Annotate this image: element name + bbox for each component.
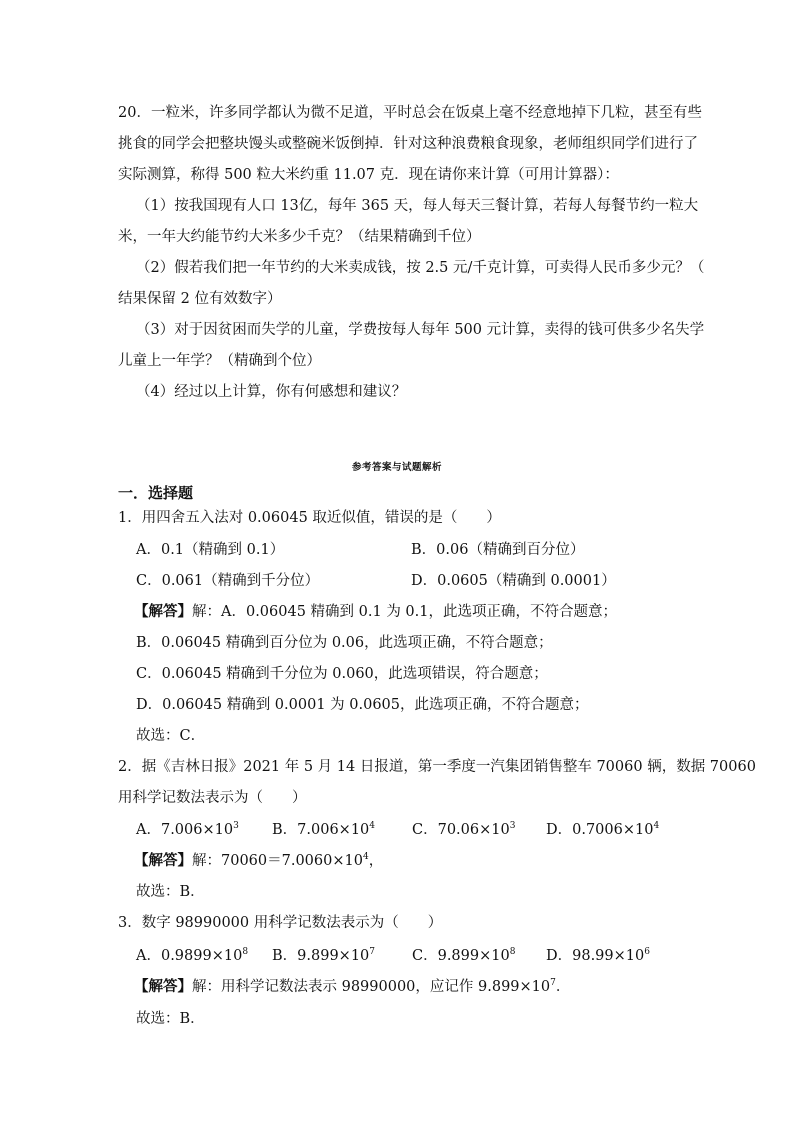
q1-option-b: B．0.06（精确到百分位） [411, 542, 585, 558]
q2-option-d [546, 820, 659, 840]
q2-option-a-exp: 3 [233, 821, 239, 831]
problem20-line-2: 挑食的同学会把整块馒头或整碗米饭倒掉．针对这种浪费粮食现象，老师组织同学们进行了 [118, 136, 698, 152]
q2-option-b-exp: 4 [369, 821, 376, 831]
answer-tag: 【解答】 [134, 603, 192, 620]
answer-tag: 【解答】 [134, 852, 192, 869]
q1-answer-text-1: 解：A．0.06045 精确到 0.1 为 0.1，此选项正确，不符合题意； [192, 604, 617, 620]
q3-answer-tail: ． [555, 979, 571, 995]
q2-answer-tail: ， [368, 853, 384, 869]
problem20-line-3: 实际测算，称得 500 粒大米约重 11.07 克．现在请你来计算（可用计算器）： [118, 167, 619, 183]
q3-option-c-base: C．9.899×10 [412, 948, 510, 964]
q2-option-a-base: A．7.006×10 [136, 822, 234, 838]
q1-answer-line-3: C．0.06045 精确到千分位为 0.060，此选项错误，符合题意； [136, 666, 548, 682]
q3-answer-exp: 7 [550, 978, 556, 988]
q2-option-a [136, 820, 239, 840]
q1-option-a: A．0.1（精确到 0.1） [136, 542, 285, 558]
section-heading-choice: 一．选择题 [118, 484, 194, 502]
q3-option-b-base: B．9.899×10 [272, 948, 370, 964]
q3-option-c [412, 946, 515, 966]
q3-option-b-exp: 7 [369, 947, 376, 957]
q2-answer-exp: 4 [362, 852, 369, 862]
q1-option-d: D．0.0605（精确到 0.0001） [411, 573, 616, 589]
q2-choose: 故选：B． [136, 884, 205, 900]
q3-option-a [136, 946, 248, 966]
q3-answer-line [134, 977, 570, 997]
q2-option-b [272, 820, 375, 840]
q1-answer-line-1 [134, 602, 617, 622]
q2-option-d-exp: 4 [653, 821, 660, 831]
q3-option-a-base: A．0.9899×10 [136, 948, 243, 964]
problem20-line-1: 20．一粒米，许多同学都认为微不足道，平时总会在饭桌上毫不经意地掉下几粒，甚至有些 [118, 105, 702, 121]
q2-option-c-base: C．70.06×10 [412, 822, 510, 838]
q1-stem: 1．用四舍五入法对 0.06045 取近似值，错误的是（ ） [118, 510, 501, 526]
q3-option-b [272, 946, 375, 966]
q2-stem-line-1: 2．据《吉林日报》2021 年 5 月 14 日报道，第一季度一汽集团销售整车 70060 辆，数据 70060 [118, 759, 756, 775]
q1-choose: 故选：C． [136, 728, 206, 744]
q1-answer-line-2: B．0.06045 精确到百分位为 0.06，此选项正确，不符合题意； [136, 635, 553, 651]
problem20-sub-2a: （2）假若我们把一年节约的大米卖成钱，按 2.5 元/千克计算，可卖得人民币多少元？（ [136, 260, 705, 276]
answer-section-title: 参考答案与试题解析 [351, 462, 442, 473]
q2-option-c-exp: 3 [509, 821, 516, 831]
q3-option-d-base: D．98.99×10 [546, 948, 645, 964]
q3-option-d-exp: 6 [644, 947, 650, 957]
q3-option-d [546, 946, 650, 966]
q3-option-a-exp: 8 [242, 947, 249, 957]
q3-option-c-exp: 8 [509, 947, 516, 957]
answer-tag: 【解答】 [134, 978, 192, 995]
problem20-sub-1b: 米，一年大约能节约大米多少千克？（结果精确到千位） [118, 229, 481, 245]
q1-answer-line-4: D．0.06045 精确到 0.0001 为 0.0605，此选项正确，不符合题意； [136, 697, 589, 713]
q2-answer-line [134, 851, 383, 871]
problem20-sub-1a: （1）按我国现有人口 13亿，每年 365 天，每人每天三餐计算，若每人每餐节约一粒大 [136, 198, 699, 214]
q2-stem-line-2: 用科学记数法表示为（ ） [118, 790, 307, 806]
q2-option-b-base: B．7.006×10 [272, 822, 370, 838]
q3-answer-text: 解：用科学记数法表示 98990000，应记作 9.899×10 [192, 979, 551, 995]
problem20-sub-3a: （3）对于因贫困而失学的儿童，学费按每人每年 500 元计算，卖得的钱可供多少名失学 [136, 322, 705, 338]
q3-choose: 故选：B． [136, 1011, 205, 1027]
q3-stem: 3．数字 98990000 用科学记数法表示为（ ） [118, 915, 443, 931]
problem20-sub-2b: 结果保留 2 位有效数字） [118, 291, 282, 307]
q2-option-c [412, 820, 515, 840]
problem20-sub-3b: 儿童上一年学？（精确到个位） [118, 353, 321, 369]
q1-option-c: C．0.061（精确到千分位） [136, 573, 320, 589]
q2-option-d-base: D．0.7006×10 [546, 822, 654, 838]
problem20-sub-4: （4）经过以上计算，你有何感想和建议？ [136, 384, 407, 400]
q2-answer-text: 解：70060＝7.0060×10 [192, 853, 363, 869]
